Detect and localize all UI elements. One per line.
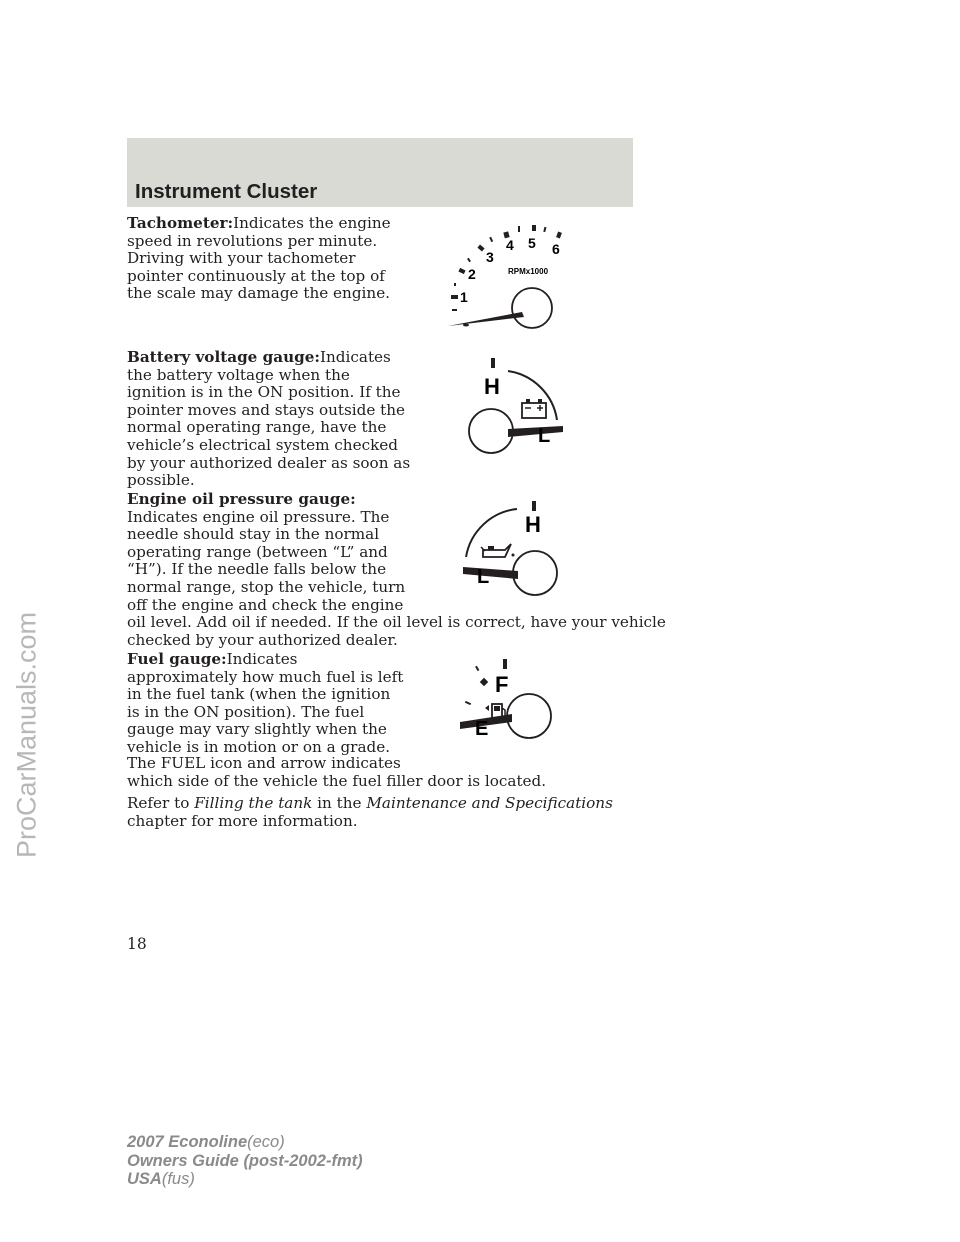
footer-market-code: (fus) [161, 1170, 195, 1188]
tick-label-1: 1 [460, 289, 468, 305]
tachometer-needle [448, 312, 524, 326]
tachometer-unit-label: RPMx1000 [508, 267, 549, 276]
text-line: pointer continuously at the top of [127, 266, 385, 285]
text-line: off the engine and check the engine [127, 595, 404, 614]
tick-mark [543, 227, 546, 232]
text-line: Indicates [320, 348, 391, 366]
fuel-title: Fuel gauge: [127, 650, 227, 668]
refer-prefix: Refer to [127, 794, 195, 812]
refer-link-filling-tank: Filling the tank [194, 794, 313, 812]
chapter-title: Instrument Cluster [135, 180, 318, 203]
fuel-gauge [455, 655, 565, 750]
text-line: Indicates the engine [233, 214, 391, 232]
tick-mark [532, 225, 536, 231]
needle-tip [463, 324, 469, 327]
oil-pressure-paragraph [127, 491, 666, 649]
gauge-label-low: L [538, 425, 551, 447]
oil-pressure-gauge [455, 495, 565, 605]
text-line: oil level. Add oil if needed. If the oil level is correct, have your vehicle [127, 613, 666, 632]
tick-mark [489, 237, 493, 242]
text-line: needle should stay in the normal [127, 525, 380, 544]
refer-link-chapter: Maintenance and Specifications [366, 794, 613, 812]
oil-can-icon [481, 544, 515, 557]
tick-mark [503, 659, 507, 669]
text-line: which side of the vehicle the fuel filler door is located. [127, 771, 547, 790]
tachometer-paragraph [127, 215, 391, 303]
gauge-label-low: L [477, 566, 490, 588]
battery-icon [522, 399, 546, 418]
text-line: normal operating range, have the [127, 418, 387, 437]
tick-mark [480, 678, 488, 686]
tick-mark [518, 226, 520, 232]
text-line: the scale may damage the engine. [127, 284, 391, 303]
tick-label-4: 4 [506, 237, 514, 253]
watermark-text: ProCarManuals.com [11, 611, 42, 859]
tick-mark [556, 231, 562, 238]
tick-mark [458, 268, 465, 274]
gauge-hub [513, 551, 557, 595]
footer-guide: Owners Guide (post-2002-fmt) [127, 1151, 363, 1170]
gauge-hub [512, 288, 552, 328]
text-line: chapter for more information. [127, 811, 358, 830]
footer-model: 2007 Econoline [127, 1133, 248, 1151]
text-line: is in the ON position). The fuel [127, 702, 365, 721]
refer-paragraph [127, 795, 613, 830]
document-footer [127, 1133, 363, 1189]
tick-mark [477, 245, 484, 252]
gauge-arc [508, 371, 557, 420]
footer-market: USA [127, 1170, 162, 1188]
tick-mark [467, 258, 471, 262]
text-line: ignition is in the ON position. If the [127, 383, 401, 402]
battery-needle [508, 426, 563, 437]
tick-mark [454, 283, 456, 286]
text-line: possible. [127, 471, 195, 490]
gauge-hub [507, 694, 551, 738]
gauge-label-high: H [484, 374, 500, 399]
oil-pressure-title: Engine oil pressure gauge: [127, 490, 356, 508]
tick-mark [452, 309, 457, 311]
watermark [5, 0, 49, 1242]
text-line: Driving with your tachometer [127, 249, 356, 268]
text-line: in the fuel tank (when the ignition [127, 685, 391, 704]
tick-label-3: 3 [486, 249, 494, 265]
text-line: The FUEL icon and arrow indicates [127, 754, 401, 772]
text-line: checked by your authorized dealer. [127, 630, 398, 649]
text-line: “H”). If the needle falls below the [127, 560, 387, 579]
page-number: 18 [127, 935, 147, 953]
battery-paragraph [127, 349, 410, 490]
text-line: vehicle’s electrical system checked [127, 435, 398, 454]
text-line: normal range, stop the vehicle, turn [127, 577, 406, 596]
footer-model-code: (eco) [247, 1133, 285, 1151]
tick-mark [465, 701, 471, 705]
battery-title: Battery voltage gauge: [127, 348, 321, 366]
text-line: by your authorized dealer as soon as [127, 453, 411, 472]
tachometer-title: Tachometer: [127, 214, 234, 232]
fuel-paragraph [127, 651, 403, 757]
gauge-hub [469, 409, 513, 453]
text-line: Indicates engine oil pressure. The [127, 507, 390, 526]
text-line: gauge may vary slightly when the [127, 720, 387, 739]
text-line: operating range (between “L” and [127, 542, 388, 561]
tick-label-6: 6 [552, 241, 560, 257]
gauge-label-high: H [525, 512, 541, 537]
tachometer-gauge [440, 222, 580, 334]
oil-needle [463, 567, 518, 579]
tick-mark [532, 501, 536, 511]
text-line: the battery voltage when the [127, 365, 350, 384]
text-line: pointer moves and stays outside the [127, 400, 406, 419]
text-line: approximately how much fuel is left [127, 667, 404, 686]
fuel-icon-paragraph [127, 755, 546, 790]
battery-voltage-gauge [460, 352, 570, 462]
refer-middle: in the [312, 794, 367, 812]
text-line: vehicle is in motion or on a grade. [127, 737, 391, 756]
tick-label-2: 2 [468, 266, 476, 282]
tick-mark [491, 358, 495, 368]
fuel-filler-arrow-icon [485, 705, 489, 711]
tick-mark [475, 666, 479, 671]
text-line: speed in revolutions per minute. [127, 231, 378, 250]
text-line: Indicates [226, 650, 298, 668]
gauge-label-full: F [495, 672, 509, 697]
gauge-label-empty: E [475, 718, 489, 740]
tick-label-5: 5 [528, 235, 536, 251]
tick-mark [451, 295, 458, 299]
